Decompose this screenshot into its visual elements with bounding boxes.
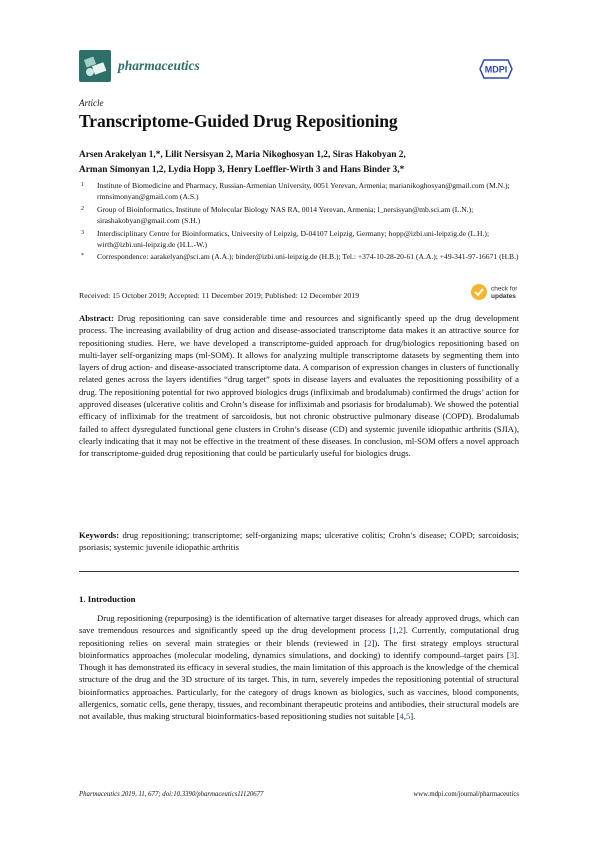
citation-link[interactable]: 3 (509, 649, 514, 660)
mdpi-logo[interactable] (478, 58, 514, 80)
citation-link[interactable]: 2 (367, 637, 372, 648)
section-heading-introduction: 1. Introduction (79, 594, 136, 604)
section-divider (79, 571, 519, 572)
citation-link[interactable]: 4 (399, 711, 404, 722)
affiliation-3: 3 Interdisciplinary Centre for Bioinformatics, University of Leipzig, D-04107 Leipzig, Germany; hopp@izbi.uni-leipzig.de (L.H.); wirth@izbi.uni-leipzig.de (H.L.-W.) (81, 228, 490, 250)
authors-line-1: Arsen Arakelyan 1,*, Lilit Nersisyan 2, Maria Nikoghosyan 1,2, Siras Hakobyan 2, (79, 150, 406, 160)
author-list (79, 148, 519, 178)
citation-link[interactable]: 1 (392, 625, 397, 636)
citation-link[interactable]: 5 (405, 711, 411, 722)
article-title: Transcriptome-Guided Drug Repositioning (79, 111, 398, 131)
citation-link[interactable]: 2 (398, 625, 403, 636)
footer-citation: Pharmaceutics 2019, 11, 677; doi:10.3390/pharmaceutics11120677 (79, 791, 264, 798)
svg-text:check for: check for (491, 285, 518, 293)
correspondence: * Correspondence: aarakelyan@sci.am (A.A.); binder@izbi.uni-leipzig.de (H.B.); Tel.: +374-10-28-20-61 (A.A.); +49-341-97-16671 (H.B.) (81, 252, 519, 262)
introduction-paragraph: Drug repositioning (repurposing) is the identification of alternative target diseases for already approved drugs, which can save tremendous resources and significantly speed up the drug development process [1,2]. Currently, computational drug repositioning relies on several main strategies or their blends (reviewed in [2]). The first strategy employs structural bioinformatics approaches (molecular modeling, dynamics simulations, and docking) to identify compound–target pairs [3]. Though it has demonstrated its efficacy in several studies, the main limitation of this approach is the knowledge of the chemical structure of the drug and the 3D structure of its target. This, in turn, severely impedes the repositioning potential of structural bioinformatics approaches. Particularly, for the category of drugs known as biologics, such as vaccines, blood components, allergenics, somatic cells, gene therapy, tissues, and recombinant therapeutic proteins and antibodies, their structural models are not available, thus making structural bioinformatics-based repositioning studies not suitable [4,5]. (79, 613, 519, 722)
article-type: Article (79, 98, 104, 108)
journal-logo (79, 50, 111, 82)
footer-url[interactable]: www.mdpi.com/journal/pharmaceutics (413, 791, 519, 798)
affiliations (79, 180, 519, 264)
affiliation-1: 1 Institute of Biomedicine and Pharmacy, Russian-Armenian University, 0051 Yerevan, Armenia; marianikoghosyan@gmail.com (M.N.); rmnsimonyan@gmail.com (A.S.) (81, 181, 510, 202)
affiliation-2: 2 Group of Bioinformatics, Institute of Molecular Biology NAS RA, 0014 Yerevan, Armenia; l_nersisyan@mb.sci.am (L.N.); sirashakobyan@gmail.com (S.H.) (81, 204, 474, 226)
svg-text:updates: updates (491, 293, 516, 300)
authors-line-2: Arman Simonyan 1,2, Lydia Hopp 3, Henry Loeffler-Wirth 3 and Hans Binder 3,* (79, 165, 405, 175)
publication-dates: Received: 15 October 2019; Accepted: 11 December 2019; Published: 12 December 2019 (79, 291, 360, 300)
check-for-updates-badge[interactable] (470, 281, 530, 303)
svg-text:MDPI: MDPI (484, 64, 508, 75)
abstract: Abstract: Drug repositioning can save considerable time and resources and significantly speed up the drug development process. The increasing availability of drug action and disease-associated transcriptome data makes it an attractive source for repositioning studies. Here, we have developed a transcriptome-guided approach for drug/biologics repositioning based on multi-layer self-organizing maps (ml-SOM). It allows for analyzing multiple transcriptome datasets by segmenting them into layers of drug action- and disease-associated transcriptome data. A comparison of expression changes in clusters of functionally related genes across the layers identifies “drug target” spots in disease layers and evaluates the repositioning possibility of a drug. The repositioning potential for two approved biologics drugs (infliximab and brodalumab) confirmed the drugs’ action for approved diseases (ulcerative colitis and Crohn’s disease for infliximab and psoriasis for brodalumab). We showed the potential efficacy of infliximab for the treatment of sarcoidosis, but not chronic obstructive pulmonary disease (COPD). Brodalumab failed to affect dysregulated functional gene clusters in Crohn’s disease (CD) and systemic juvenile idiopathic arthritis (SJIA), clearly indicating that it may not be effective in the treatment of these diseases. In conclusion, ml-SOM offers a novel approach for transcriptome-guided drug repositioning that could be particularly useful for biologics drugs. (79, 313, 520, 459)
keywords: Keywords: drug repositioning; transcriptome; self-organizing maps; ulcerative colitis; Crohn’s disease; COPD; sarcoidosis; psoriasis; systemic juvenile idiopathic arthritis (79, 530, 519, 553)
journal-name: pharmaceutics (118, 58, 200, 73)
